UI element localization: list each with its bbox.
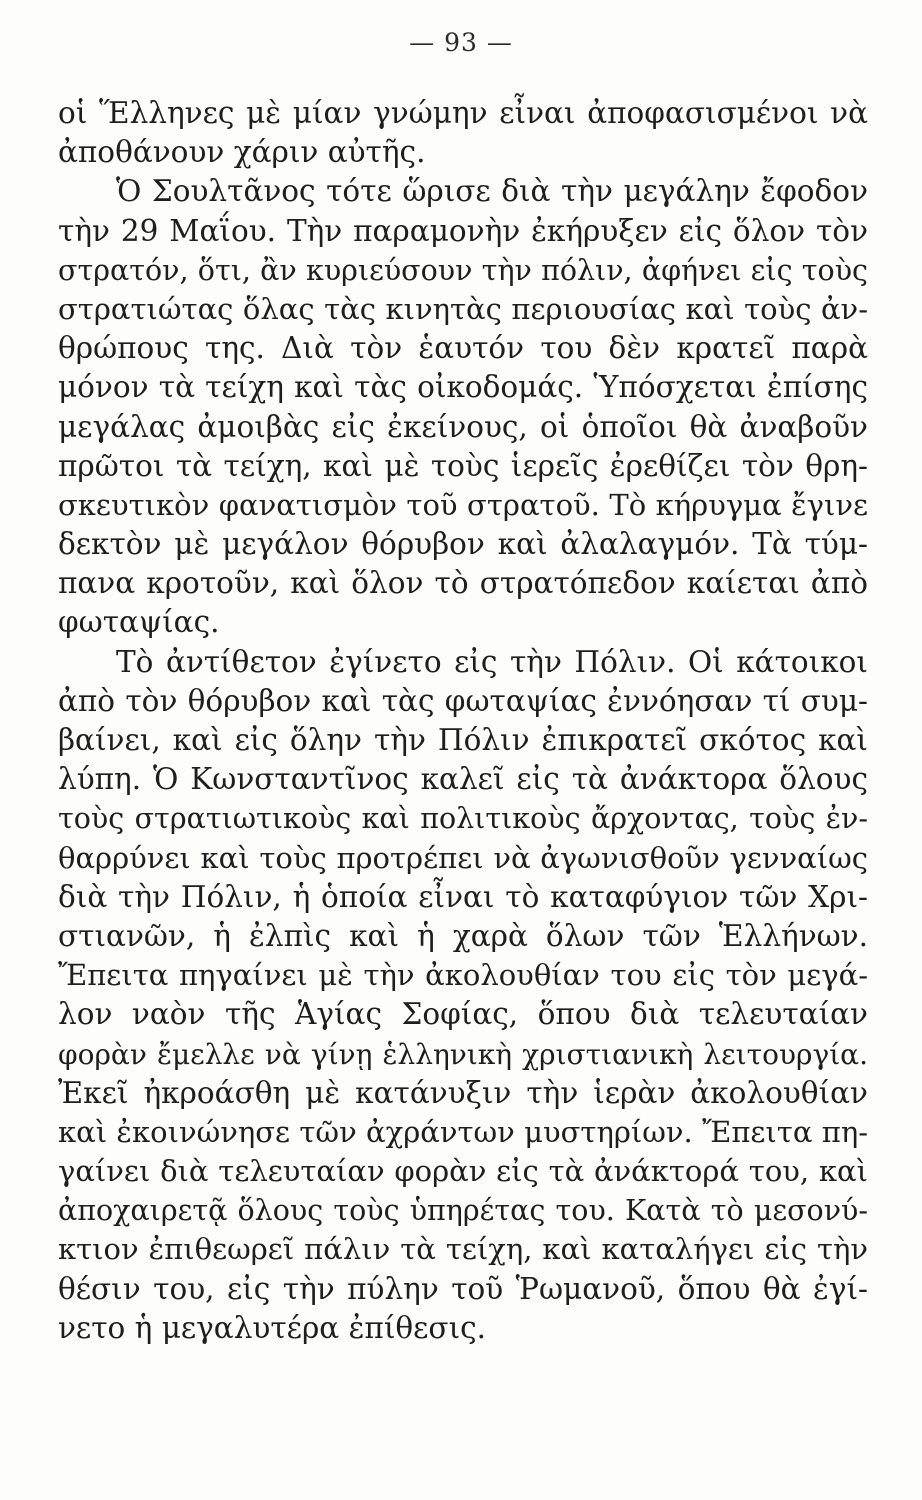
- text-line: Ἐκεῖ ἠκροάσθη μὲ κατάνυξιν τὴν ἱερὰν ἀκολουθίαν: [58, 1075, 868, 1110]
- text-line: μεγάλας ἀμοιβὰς εἰς ἐκείνους, οἱ ὁποῖοι θὰ ἀναβοῦν: [58, 409, 868, 444]
- body-text: [58, 94, 868, 1348]
- text-line: νετο ἡ μεγαλυτέρα ἐπίθεσις.: [58, 1310, 487, 1345]
- text-line: κτιον ἐπιθεωρεῖ πάλιν τὰ τείχη, καὶ καταλήγει εἰς τὴν: [58, 1232, 868, 1267]
- text-line: βαίνει, καὶ εἰς ὅλην τὴν Πόλιν ἐπικρατεῖ σκότος καὶ: [58, 723, 868, 757]
- text-line: θαρρύνει καὶ τοὺς προτρέπει νὰ ἀγωνισθοῦν γενναίως: [58, 840, 868, 875]
- text-line: ἀπὸ τὸν θόρυβον καὶ τὰς φωταψίας ἐννόησαν τί συμ-: [58, 683, 868, 718]
- page-number: — 93 —: [409, 28, 513, 57]
- text-line: στρατιώτας ὅλας τὰς κινητὰς περιουσίας καὶ τοὺς ἀν-: [58, 291, 868, 326]
- text-line: δεκτὸν μὲ μεγάλον θόρυβον καὶ ἀλαλαγμόν. Τὰ τύμ-: [58, 527, 868, 562]
- text-line: τοὺς στρατιωτικοὺς καὶ πολιτικοὺς ἄρχοντας, τοὺς ἐν-: [58, 802, 868, 836]
- text-line: φορὰν ἔμελλε νὰ γίνῃ ἑλληνικὴ χριστιανικὴ λειτουργία.: [58, 1037, 868, 1071]
- text-line: καὶ ἐκοινώνησε τῶν ἀχράντων μυστηρίων. Ἔπειτα πη-: [58, 1114, 868, 1149]
- text-line: φωταψίας.: [58, 605, 220, 640]
- text-line: πανα κροτοῦν, καὶ ὅλον τὸ στρατόπεδον καίεται ἀπὸ: [58, 566, 868, 601]
- text-line: σκευτικὸν φανατισμὸν τοῦ στρατοῦ. Τὸ κήρυγμα ἔγινε: [58, 487, 868, 522]
- text-line: μόνον τὰ τείχη καὶ τὰς οἰκοδομάς. Ὑπόσχεται ἐπίσης: [58, 370, 868, 405]
- text-line: θρώπους της. Διὰ τὸν ἑαυτόν του δὲν κρατεῖ παρὰ: [58, 331, 868, 366]
- text-line: Τὸ ἀντίθετον ἐγίνετο εἰς τὴν Πόλιν. Οἱ κάτοικοι: [116, 644, 868, 679]
- text-line: λον ναὸν τῆς Ἁγίας Σοφίας, ὅπου διὰ τελευταίαν: [58, 997, 868, 1032]
- text-line: γαίνει διὰ τελευταίαν φορὰν εἰς τὰ ἀνάκτορά του, καὶ: [58, 1154, 868, 1189]
- text-line: ἀποχαιρετᾷ ὅλους τοὺς ὑπηρέτας του. Κατὰ τὸ μεσονύ-: [58, 1194, 868, 1228]
- text-line: θέσιν του, εἰς τὴν πύλην τοῦ Ῥωμανοῦ, ὅπου θὰ ἐγί-: [58, 1271, 868, 1306]
- text-line: στιανῶν, ἡ ἐλπὶς καὶ ἡ χαρὰ ὅλων τῶν Ἑλλήνων.: [58, 918, 868, 953]
- text-line: πρῶτοι τὰ τείχη, καὶ μὲ τοὺς ἱερεῖς ἐρεθίζει τὸν θρη-: [58, 448, 868, 483]
- text-line: Ὁ Σουλτᾶνος τότε ὥρισε διὰ τὴν μεγάλην ἔφοδον: [116, 174, 868, 209]
- text-line: στρατόν, ὅτι, ἂν κυριεύσουν τὴν πόλιν, ἀφήνει εἰς τοὺς: [58, 253, 868, 287]
- text-line: Ἔπειτα πηγαίνει μὲ τὴν ἀκολουθίαν του εἰς τὸν μεγά-: [58, 958, 868, 993]
- text-line: διὰ τὴν Πόλιν, ἡ ὁποία εἶναι τὸ καταφύγιον τῶν Χρι-: [58, 879, 868, 914]
- text-line: τὴν 29 Μαΐου. Τὴν παραμονὴν ἐκήρυξεν εἰς ὅλον τὸν: [58, 213, 868, 248]
- text-line: οἱ Ἕλληνες μὲ μίαν γνώμην εἶναι ἀποφασισμένοι νὰ: [58, 96, 868, 130]
- text-line: λύπη. Ὁ Κωνσταντῖνος καλεῖ εἰς τὰ ἀνάκτορα ὅλους: [58, 762, 868, 797]
- text-line: ἀποθάνουν χάριν αὐτῆς.: [58, 135, 426, 170]
